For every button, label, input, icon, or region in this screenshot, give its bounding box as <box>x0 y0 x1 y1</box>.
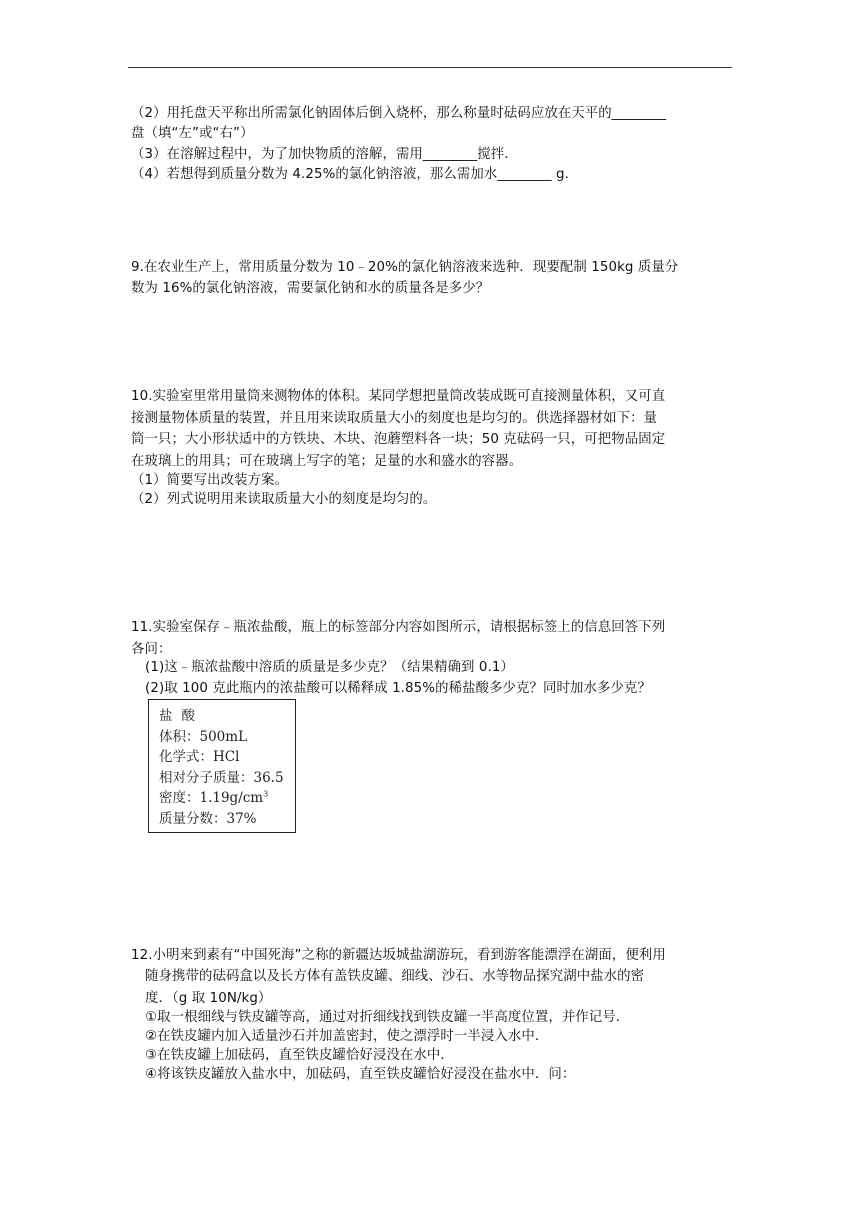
label-formula: 化学式：HCl <box>159 749 240 766</box>
label-molar-mass: 相对分子质量：36.5 <box>159 769 284 786</box>
q10-line1: 10.实验室里常用量筒来测物体的体积。某同学想把量筒改装成既可直接测量体积，又可直 <box>131 389 666 404</box>
q11-line2: 各问： <box>131 642 172 657</box>
q11-line1: 11.实验室保存﹣瓶浓盐酸，瓶上的标签部分内容如图所示，请根据标签上的信息回答下列 <box>131 620 666 635</box>
label-density-exponent: 3 <box>263 789 269 799</box>
q9-line2: 数为 16%的氯化钠溶液，需要氯化钠和水的质量各是多少？ <box>131 281 490 296</box>
q8-part3: （3）在溶解过程中，为了加快物质的溶解，需用________搅拌． <box>131 147 518 162</box>
q9-line1: 9.在农业生产上，常用质量分数为 10﹣20%的氯化钠溶液来选种．现要配制 150kg 质量分 <box>131 260 679 275</box>
q10-part1: （1）简要写出改装方案。 <box>131 473 289 488</box>
q12-step4: ④将该铁皮罐放入盐水中，加砝码，直至铁皮罐恰好浸没在盐水中．问： <box>145 1067 576 1082</box>
q12-step2: ②在铁皮罐内加入适量沙石并加盖密封，使之漂浮时一半浸入水中． <box>145 1029 549 1044</box>
header-rule <box>128 67 732 68</box>
q10-line2: 接测量物体质量的装置，并且用来读取质量大小的刻度也是均匀的。供选择器材如下：量 <box>131 411 658 426</box>
q12-line3: 度．（g 取 10N/kg） <box>145 991 272 1006</box>
q12-step1: ①取一根细线与铁皮罐等高，通过对折细线找到铁皮罐一半高度位置，并作记号． <box>145 1010 630 1025</box>
q8-part2-line1: （2）用托盘天平称出所需氯化钠固体后倒入烧杯，那么称量时砝码应放在天平的________ <box>131 106 667 121</box>
q11-part2: (2)取 100 克此瓶内的浓盐酸可以稀释成 1.85%的稀盐酸多少克？同时加水多少克？ <box>145 681 651 696</box>
q10-part2: （2）列式说明用来读取质量大小的刻度是均匀的。 <box>131 492 437 507</box>
q10-line4: 在玻璃上的用具；可在玻璃上写字的笔；足量的水和盛水的容器。 <box>131 454 523 469</box>
label-volume: 体积：500mL <box>159 728 248 745</box>
label-density-value: 密度：1.19g/cm <box>159 790 264 807</box>
q12-step3: ③在铁皮罐上加砝码，直至铁皮罐恰好浸没在水中． <box>145 1048 454 1063</box>
label-title: 盐酸 <box>159 708 204 724</box>
q8-part4: （4）若想得到质量分数为 4.25%的氯化钠溶液，那么需加水________ g． <box>131 167 579 182</box>
label-mass-fraction: 质量分数：37% <box>159 810 257 827</box>
q10-line3: 筒一只；大小形状适中的方铁块、木块、泡蘑塑料各一块；50 克砝码一只，可把物品固定 <box>131 432 666 447</box>
q12-line2: 随身携带的砝码盒以及长方体有盖铁皮罐、细线、沙石、水等物品探究湖中盐水的密 <box>145 969 645 984</box>
label-density <box>159 788 295 809</box>
q12-line1: 12.小明来到素有“中国死海”之称的新疆达坂城盐湖游玩，看到游客能漂浮在湖面，便利用 <box>131 948 666 963</box>
reagent-label <box>148 699 296 833</box>
q8-part2-line2: 盘（填“左”或“右”） <box>131 126 254 141</box>
q11-part1: (1)这﹣瓶浓盐酸中溶质的质量是多少克？（结果精确到 0.1） <box>145 660 514 675</box>
